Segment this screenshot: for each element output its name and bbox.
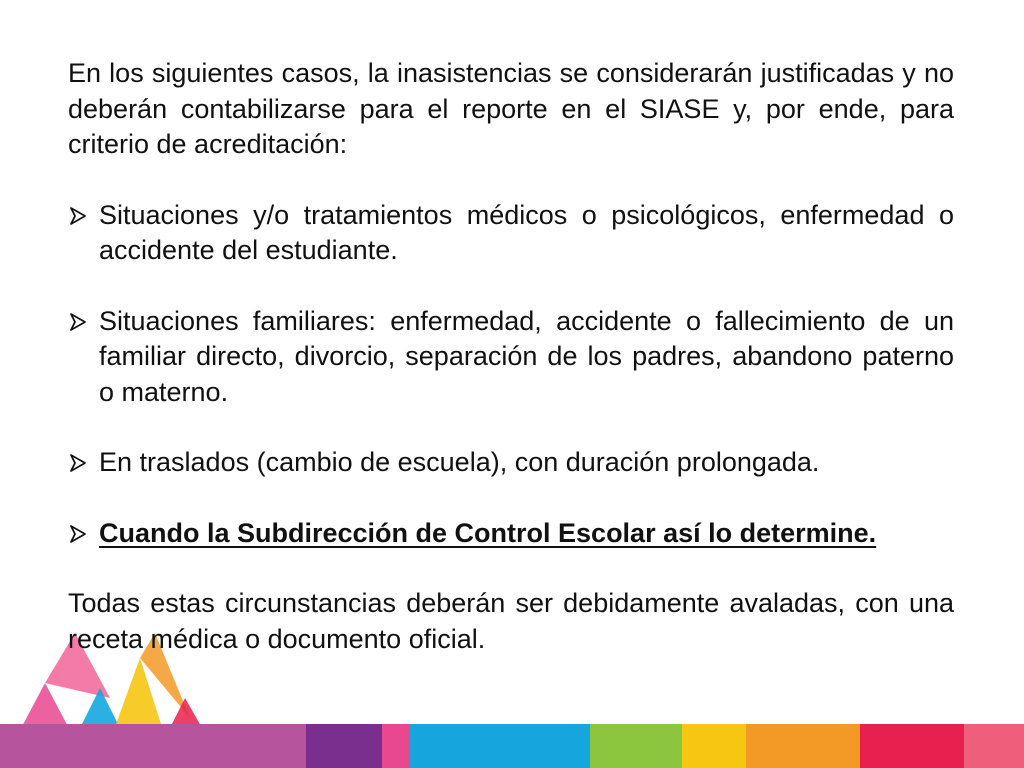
band-segment bbox=[746, 724, 860, 768]
band-segment bbox=[382, 724, 410, 768]
bullet-text: Situaciones familiares: enfermedad, accidente o fallecimiento de un familiar directo, divorcio, separación de los padres, abandono paterno o materno. bbox=[99, 305, 954, 407]
arrow-bullet-icon bbox=[69, 454, 87, 472]
band-segment bbox=[964, 724, 1024, 768]
arrow-bullet-icon bbox=[69, 525, 87, 543]
bullet-item bbox=[68, 445, 954, 481]
band-segment bbox=[306, 724, 382, 768]
bullet-text: Situaciones y/o tratamientos médicos o psicológicos, enfermedad o accidente del estudiante. bbox=[99, 199, 954, 265]
bullet-item-emphasized bbox=[68, 516, 954, 552]
band-segment bbox=[210, 724, 306, 768]
intro-paragraph: En los siguientes casos, la inasistencias se considerarán justificadas y no deberán contabilizarse para el reporte en el SIASE y, por ende, para criterio de acreditación: bbox=[68, 58, 954, 159]
bullet-text: Cuando la Subdirección de Control Escolar así lo determine. bbox=[99, 517, 877, 548]
bullet-item bbox=[68, 198, 954, 269]
band-segment bbox=[860, 724, 964, 768]
arrow-bullet-icon bbox=[69, 207, 87, 225]
bullet-item bbox=[68, 304, 954, 411]
closing-paragraph: Todas estas circunstancias deberán ser debidamente avaladas, con una receta médica o documento oficial. bbox=[68, 588, 954, 654]
band-segment bbox=[682, 724, 746, 768]
bottom-color-band bbox=[0, 724, 1024, 768]
band-segment bbox=[590, 724, 682, 768]
bullet-list bbox=[68, 198, 954, 552]
slide-body bbox=[68, 56, 954, 657]
band-segment bbox=[0, 724, 210, 768]
bullet-text: En traslados (cambio de escuela), con duración prolongada. bbox=[99, 447, 820, 477]
arrow-bullet-icon bbox=[69, 313, 87, 331]
band-segment bbox=[410, 724, 590, 768]
